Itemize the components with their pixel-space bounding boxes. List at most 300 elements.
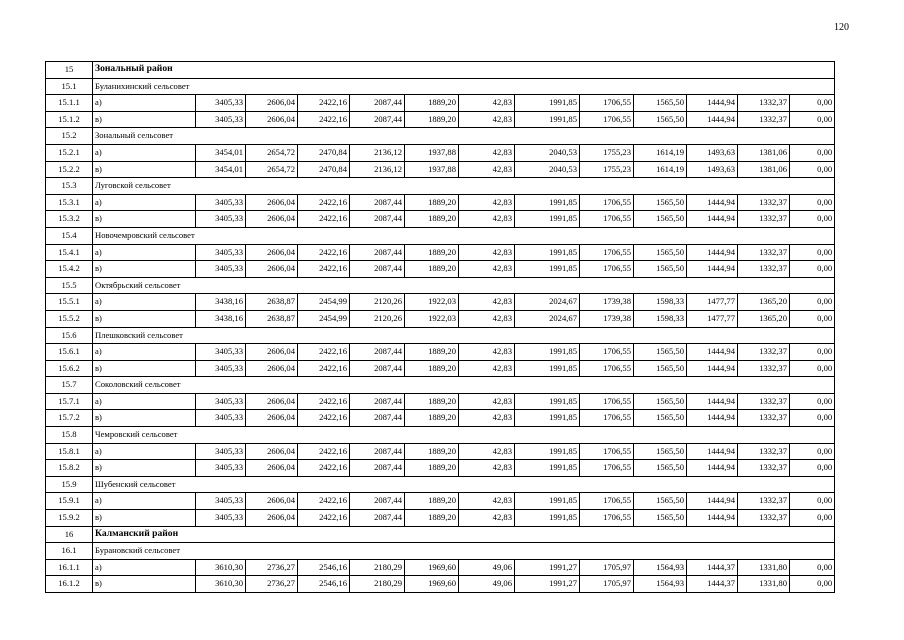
tariff-value: 2606,04: [246, 95, 298, 112]
tariff-value: 42,83: [459, 95, 515, 112]
tariff-value: 1332,37: [738, 344, 790, 361]
tariff-value: 2422,16: [298, 244, 350, 261]
tariff-value: 1706,55: [580, 410, 634, 427]
tariff-value: 1444,94: [687, 510, 738, 527]
tariff-value: 2606,04: [246, 393, 298, 410]
tariff-value: 1889,20: [405, 493, 459, 510]
row-option: а): [93, 443, 196, 460]
row-option: в): [93, 460, 196, 477]
row-code: 15.6.2: [46, 360, 93, 377]
row-option: в): [93, 310, 196, 327]
tariff-value: 1969,60: [405, 576, 459, 593]
tariff-value: 3405,33: [196, 443, 246, 460]
tariff-value: 2024,67: [515, 294, 580, 311]
tariff-value: 2606,04: [246, 360, 298, 377]
tariff-value: 1565,50: [634, 194, 687, 211]
tariff-value: 1991,85: [515, 344, 580, 361]
table-row: [46, 360, 835, 377]
tariff-value: 2180,29: [350, 576, 405, 593]
row-code: 15.9.1: [46, 493, 93, 510]
tariff-value: 3405,33: [196, 510, 246, 527]
council-row: [46, 476, 835, 493]
tariff-value: 2087,44: [350, 211, 405, 228]
tariff-value: 42,83: [459, 261, 515, 278]
tariff-value: 1991,85: [515, 410, 580, 427]
section-name: Октябрьский сельсовет: [93, 277, 835, 294]
tariff-value: 1706,55: [580, 95, 634, 112]
tariff-value: 1477,77: [687, 294, 738, 311]
tariff-value: 2087,44: [350, 510, 405, 527]
tariff-value: 2087,44: [350, 194, 405, 211]
tariff-value: 2606,04: [246, 344, 298, 361]
tariff-value: 2546,16: [298, 559, 350, 576]
tariff-value: 1565,50: [634, 443, 687, 460]
tariff-value: 2087,44: [350, 460, 405, 477]
section-name: Калманский район: [93, 526, 835, 543]
tariff-value: 1381,06: [738, 144, 790, 161]
tariff-value: 1565,50: [634, 261, 687, 278]
tariff-value: 3405,33: [196, 360, 246, 377]
tariff-value: 1332,37: [738, 261, 790, 278]
tariff-value: 2136,12: [350, 161, 405, 178]
tariff-value: 2087,44: [350, 393, 405, 410]
tariff-value: 2422,16: [298, 443, 350, 460]
council-row: [46, 277, 835, 294]
tariff-value: 2040,53: [515, 161, 580, 178]
tariff-value: 1444,94: [687, 410, 738, 427]
tariff-value: 1444,94: [687, 244, 738, 261]
row-code: 15.4.1: [46, 244, 93, 261]
row-code: 15.3.1: [46, 194, 93, 211]
tariff-value: 2638,87: [246, 310, 298, 327]
table-row: [46, 194, 835, 211]
tariff-value: 1565,50: [634, 344, 687, 361]
tariff-value: 1332,37: [738, 410, 790, 427]
tariff-value: 1991,85: [515, 393, 580, 410]
tariff-table: [45, 61, 835, 593]
tariff-value: 2470,84: [298, 161, 350, 178]
tariff-value: 2087,44: [350, 111, 405, 128]
table-row: [46, 211, 835, 228]
tariff-value: 1332,37: [738, 211, 790, 228]
council-row: [46, 327, 835, 344]
tariff-value: 2087,44: [350, 344, 405, 361]
tariff-value: 1565,50: [634, 211, 687, 228]
section-name: Бурановский сельсовет: [93, 543, 835, 560]
tariff-value: 3405,33: [196, 95, 246, 112]
tariff-value: 42,83: [459, 360, 515, 377]
tariff-value: 2422,16: [298, 493, 350, 510]
tariff-value: 1565,50: [634, 510, 687, 527]
section-code: 15.1: [46, 78, 93, 95]
tariff-value: 0,00: [790, 393, 835, 410]
tariff-value: 1991,27: [515, 576, 580, 593]
table-row: [46, 244, 835, 261]
tariff-value: 3454,01: [196, 144, 246, 161]
section-name: Зональный район: [93, 62, 835, 79]
tariff-value: 2422,16: [298, 211, 350, 228]
tariff-value: 42,83: [459, 493, 515, 510]
tariff-value: 2606,04: [246, 211, 298, 228]
tariff-value: 1332,37: [738, 510, 790, 527]
tariff-value: 0,00: [790, 344, 835, 361]
section-code: 15.6: [46, 327, 93, 344]
tariff-value: 1444,94: [687, 95, 738, 112]
tariff-value: 2087,44: [350, 95, 405, 112]
row-option: а): [93, 95, 196, 112]
tariff-value: 1444,94: [687, 493, 738, 510]
tariff-value: 1889,20: [405, 510, 459, 527]
section-code: 15.8: [46, 427, 93, 444]
tariff-value: 1444,94: [687, 460, 738, 477]
row-code: 15.2.1: [46, 144, 93, 161]
tariff-value: 0,00: [790, 360, 835, 377]
tariff-value: 1991,85: [515, 510, 580, 527]
tariff-value: 1444,94: [687, 211, 738, 228]
tariff-value: 1739,38: [580, 294, 634, 311]
tariff-value: 1991,85: [515, 443, 580, 460]
tariff-value: 1706,55: [580, 360, 634, 377]
tariff-value: 1889,20: [405, 111, 459, 128]
council-row: [46, 427, 835, 444]
council-row: [46, 78, 835, 95]
tariff-value: 1332,37: [738, 111, 790, 128]
tariff-value: 1565,50: [634, 460, 687, 477]
district-row: [46, 526, 835, 543]
council-row: [46, 377, 835, 394]
row-option: в): [93, 510, 196, 527]
row-code: 15.7.2: [46, 410, 93, 427]
tariff-value: 42,83: [459, 460, 515, 477]
council-row: [46, 543, 835, 560]
tariff-value: 3405,33: [196, 344, 246, 361]
table-row: [46, 111, 835, 128]
section-code: 15.4: [46, 227, 93, 244]
tariff-value: 42,83: [459, 194, 515, 211]
tariff-value: 1889,20: [405, 244, 459, 261]
row-code: 15.8.1: [46, 443, 93, 460]
tariff-value: 0,00: [790, 460, 835, 477]
tariff-value: 1991,85: [515, 261, 580, 278]
tariff-value: 1565,50: [634, 244, 687, 261]
row-option: в): [93, 576, 196, 593]
tariff-value: 1444,94: [687, 360, 738, 377]
tariff-value: 0,00: [790, 294, 835, 311]
tariff-value: 1755,23: [580, 144, 634, 161]
tariff-value: 3405,33: [196, 261, 246, 278]
table-row: [46, 559, 835, 576]
tariff-value: 42,83: [459, 211, 515, 228]
tariff-value: 2422,16: [298, 194, 350, 211]
tariff-value: 2454,99: [298, 294, 350, 311]
tariff-value: 1991,27: [515, 559, 580, 576]
tariff-value: 2422,16: [298, 410, 350, 427]
tariff-value: 1381,06: [738, 161, 790, 178]
tariff-value: 0,00: [790, 111, 835, 128]
tariff-value: 42,83: [459, 294, 515, 311]
district-row: [46, 62, 835, 79]
tariff-value: 0,00: [790, 261, 835, 278]
tariff-value: 2087,44: [350, 493, 405, 510]
tariff-value: 1365,20: [738, 310, 790, 327]
tariff-value: 1755,23: [580, 161, 634, 178]
table-row: [46, 576, 835, 593]
tariff-value: 1614,19: [634, 161, 687, 178]
tariff-value: 1991,85: [515, 244, 580, 261]
table-row: [46, 410, 835, 427]
tariff-value: 1706,55: [580, 344, 634, 361]
tariff-value: 1889,20: [405, 460, 459, 477]
tariff-value: 2422,16: [298, 261, 350, 278]
tariff-value: 2736,27: [246, 576, 298, 593]
tariff-value: 3438,16: [196, 310, 246, 327]
tariff-value: 1991,85: [515, 211, 580, 228]
tariff-value: 2654,72: [246, 161, 298, 178]
tariff-value: 2120,26: [350, 294, 405, 311]
tariff-value: 1332,37: [738, 194, 790, 211]
tariff-value: 0,00: [790, 244, 835, 261]
section-name: Плешковский сельсовет: [93, 327, 835, 344]
tariff-value: 2024,67: [515, 310, 580, 327]
section-code: 15.2: [46, 128, 93, 145]
tariff-value: 2136,12: [350, 144, 405, 161]
tariff-value: 1444,94: [687, 443, 738, 460]
tariff-value: 42,83: [459, 244, 515, 261]
tariff-value: 2606,04: [246, 510, 298, 527]
tariff-value: 2736,27: [246, 559, 298, 576]
table-row: [46, 443, 835, 460]
tariff-value: 2120,26: [350, 310, 405, 327]
tariff-value: 1565,50: [634, 95, 687, 112]
tariff-value: 1444,37: [687, 559, 738, 576]
tariff-value: 3405,33: [196, 194, 246, 211]
row-option: а): [93, 344, 196, 361]
table-row: [46, 294, 835, 311]
tariff-value: 3454,01: [196, 161, 246, 178]
tariff-value: 1706,55: [580, 443, 634, 460]
tariff-value: 2422,16: [298, 360, 350, 377]
tariff-value: 1706,55: [580, 211, 634, 228]
tariff-value: 3438,16: [196, 294, 246, 311]
section-code: 16.1: [46, 543, 93, 560]
table-row: [46, 493, 835, 510]
tariff-value: 42,83: [459, 443, 515, 460]
tariff-value: 2606,04: [246, 261, 298, 278]
tariff-value: 3610,30: [196, 559, 246, 576]
row-option: в): [93, 261, 196, 278]
tariff-value: 1565,50: [634, 393, 687, 410]
row-code: 15.7.1: [46, 393, 93, 410]
table-row: [46, 310, 835, 327]
tariff-value: 1493,63: [687, 161, 738, 178]
tariff-value: 3610,30: [196, 576, 246, 593]
tariff-value: 2087,44: [350, 261, 405, 278]
tariff-value: 2470,84: [298, 144, 350, 161]
tariff-value: 42,83: [459, 393, 515, 410]
tariff-value: 3405,33: [196, 460, 246, 477]
tariff-value: 2422,16: [298, 111, 350, 128]
row-code: 15.5.2: [46, 310, 93, 327]
row-code: 15.2.2: [46, 161, 93, 178]
section-code: 15.5: [46, 277, 93, 294]
tariff-value: 2454,99: [298, 310, 350, 327]
tariff-value: 1332,37: [738, 393, 790, 410]
row-option: в): [93, 111, 196, 128]
tariff-value: 1565,50: [634, 360, 687, 377]
tariff-value: 2638,87: [246, 294, 298, 311]
row-code: 15.4.2: [46, 261, 93, 278]
tariff-value: 0,00: [790, 576, 835, 593]
row-option: в): [93, 410, 196, 427]
tariff-value: 1331,80: [738, 576, 790, 593]
tariff-value: 1564,93: [634, 576, 687, 593]
row-option: в): [93, 211, 196, 228]
tariff-value: 1444,94: [687, 111, 738, 128]
tariff-value: 2087,44: [350, 244, 405, 261]
tariff-value: 1706,55: [580, 510, 634, 527]
table-row: [46, 161, 835, 178]
row-option: а): [93, 244, 196, 261]
tariff-value: 1991,85: [515, 360, 580, 377]
tariff-value: 1706,55: [580, 393, 634, 410]
section-code: 15.3: [46, 178, 93, 195]
section-name: Шубенский сельсовет: [93, 476, 835, 493]
row-option: а): [93, 393, 196, 410]
section-name: Соколовский сельсовет: [93, 377, 835, 394]
tariff-value: 1937,88: [405, 161, 459, 178]
tariff-value: 2422,16: [298, 460, 350, 477]
tariff-value: 1331,80: [738, 559, 790, 576]
tariff-value: 2606,04: [246, 244, 298, 261]
tariff-value: 42,83: [459, 111, 515, 128]
section-code: 15: [46, 62, 93, 79]
tariff-value: 1614,19: [634, 144, 687, 161]
tariff-value: 0,00: [790, 510, 835, 527]
tariff-value: 1706,55: [580, 493, 634, 510]
tariff-value: 1889,20: [405, 344, 459, 361]
tariff-value: 2040,53: [515, 144, 580, 161]
tariff-value: 1889,20: [405, 261, 459, 278]
table-row: [46, 344, 835, 361]
tariff-value: 49,06: [459, 576, 515, 593]
tariff-value: 1332,37: [738, 493, 790, 510]
tariff-value: 1477,77: [687, 310, 738, 327]
tariff-value: 0,00: [790, 410, 835, 427]
section-code: 15.9: [46, 476, 93, 493]
row-code: 15.8.2: [46, 460, 93, 477]
tariff-value: 3405,33: [196, 410, 246, 427]
tariff-value: 2422,16: [298, 393, 350, 410]
row-option: в): [93, 161, 196, 178]
tariff-value: 1332,37: [738, 244, 790, 261]
tariff-value: 1889,20: [405, 410, 459, 427]
row-code: 15.1.2: [46, 111, 93, 128]
tariff-value: 1922,03: [405, 294, 459, 311]
row-code: 16.1.2: [46, 576, 93, 593]
tariff-value: 1564,93: [634, 559, 687, 576]
tariff-value: 0,00: [790, 310, 835, 327]
tariff-value: 1332,37: [738, 460, 790, 477]
tariff-value: 0,00: [790, 194, 835, 211]
tariff-value: 1991,85: [515, 493, 580, 510]
row-option: а): [93, 559, 196, 576]
tariff-value: 1991,85: [515, 95, 580, 112]
tariff-value: 0,00: [790, 161, 835, 178]
tariff-value: 1444,94: [687, 261, 738, 278]
tariff-value: 1739,38: [580, 310, 634, 327]
row-code: 15.5.1: [46, 294, 93, 311]
tariff-value: 1706,55: [580, 194, 634, 211]
council-row: [46, 128, 835, 145]
tariff-value: 0,00: [790, 95, 835, 112]
tariff-value: 1937,88: [405, 144, 459, 161]
section-name: Зональный сельсовет: [93, 128, 835, 145]
tariff-value: 2422,16: [298, 510, 350, 527]
tariff-value: 1565,50: [634, 111, 687, 128]
table-row: [46, 95, 835, 112]
tariff-value: 1969,60: [405, 559, 459, 576]
tariff-value: 2606,04: [246, 460, 298, 477]
tariff-value: 1991,85: [515, 460, 580, 477]
row-option: а): [93, 194, 196, 211]
tariff-value: 3405,33: [196, 244, 246, 261]
tariff-value: 1493,63: [687, 144, 738, 161]
tariff-value: 1598,33: [634, 310, 687, 327]
tariff-value: 0,00: [790, 559, 835, 576]
tariff-value: 0,00: [790, 144, 835, 161]
tariff-value: 1889,20: [405, 360, 459, 377]
tariff-value: 1889,20: [405, 393, 459, 410]
tariff-value: 1922,03: [405, 310, 459, 327]
tariff-value: 1706,55: [580, 244, 634, 261]
section-name: Чемровский сельсовет: [93, 427, 835, 444]
tariff-value: 3405,33: [196, 111, 246, 128]
tariff-value: 1889,20: [405, 211, 459, 228]
tariff-value: 1444,94: [687, 393, 738, 410]
row-code: 15.1.1: [46, 95, 93, 112]
tariff-value: 1332,37: [738, 360, 790, 377]
tariff-value: 1889,20: [405, 194, 459, 211]
tariff-value: 2546,16: [298, 576, 350, 593]
row-option: а): [93, 493, 196, 510]
tariff-value: 1889,20: [405, 95, 459, 112]
tariff-value: 1444,94: [687, 194, 738, 211]
tariff-value: 42,83: [459, 410, 515, 427]
tariff-value: 2087,44: [350, 443, 405, 460]
tariff-value: 1444,94: [687, 344, 738, 361]
tariff-value: 1705,97: [580, 559, 634, 576]
tariff-value: 2606,04: [246, 111, 298, 128]
section-code: 15.7: [46, 377, 93, 394]
row-code: 15.3.2: [46, 211, 93, 228]
table-row: [46, 460, 835, 477]
tariff-value: 1565,50: [634, 493, 687, 510]
tariff-value: 0,00: [790, 211, 835, 228]
table-row: [46, 261, 835, 278]
row-code: 16.1.1: [46, 559, 93, 576]
tariff-value: 1705,97: [580, 576, 634, 593]
tariff-value: 1365,20: [738, 294, 790, 311]
council-row: [46, 227, 835, 244]
tariff-value: 42,83: [459, 144, 515, 161]
tariff-value: 2606,04: [246, 194, 298, 211]
tariff-value: 3405,33: [196, 493, 246, 510]
tariff-value: 42,83: [459, 344, 515, 361]
row-option: а): [93, 294, 196, 311]
tariff-value: 42,83: [459, 310, 515, 327]
tariff-value: 2606,04: [246, 443, 298, 460]
tariff-value: 2606,04: [246, 410, 298, 427]
